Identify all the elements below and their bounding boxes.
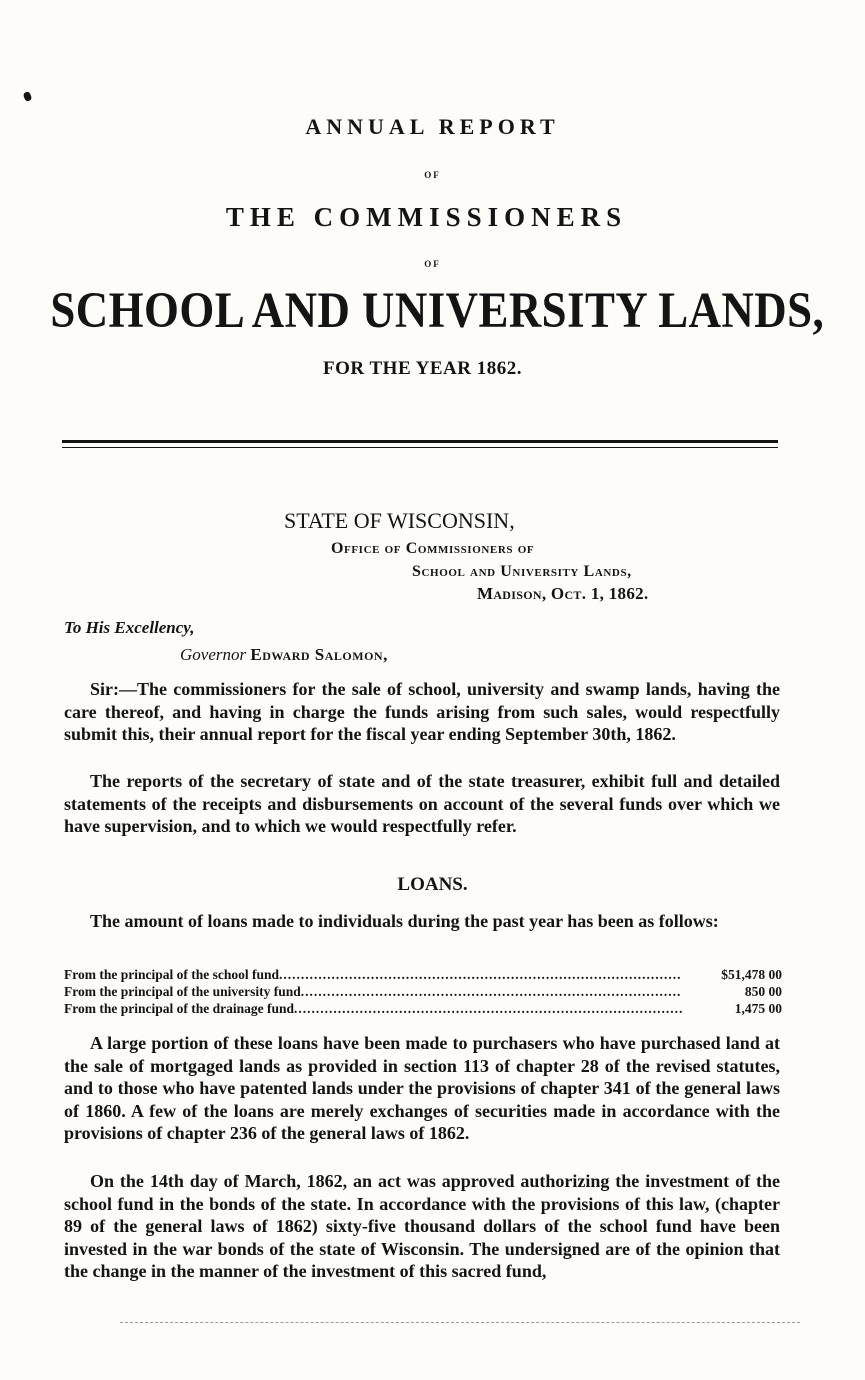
governor-title: Governor (180, 645, 251, 664)
ledger-amount: 850 00 (744, 984, 782, 999)
ledger-label: From the principal of the school fund (64, 967, 280, 982)
ink-mark (23, 91, 33, 102)
ledger-row (64, 966, 782, 983)
paragraph-submission: Sir:—The commissioners for the sale of school, university and swamp lands, having the care thereof, and having in charge the funds arising from such sales, would respectfully submit this, their annual report for the fiscal year ending September 30th, 1862. (64, 679, 780, 744)
paragraph-school-fund-bonds: On the 14th day of March, 1862, an act was approved authorizing the investment of the school fund in the bonds of the state. In accordance with the provisions of this law, (chapter 89 of the general laws of 1862) sixty-five thousand dollars of the school fund have been invested in the war bonds of the state of Wisconsin. The undersigned are of the opinion that the change in the manner of the investment of this sacred fund, (64, 1171, 780, 1281)
paragraph-loan-purchasers: A large portion of these loans have been made to purchasers who have purchased land at the sale of mortgaged lands as provided in section 113 of chapter 28 of the revised statutes, and to those who have patented lands under the provisions of chapter 341 of the general laws of 1860. A few of the loans are merely exchanges of securities made in accordance with the provisions of chapter 236 of the general laws of 1862. (64, 1033, 780, 1143)
ledger-row (64, 983, 782, 1000)
governor-name: Edward Salomon, (250, 645, 388, 664)
ledger-leader-dots (301, 983, 682, 1000)
address-office: Office of Commissioners of (331, 540, 535, 557)
ledger-label: From the principal of the drainage fund (64, 1001, 295, 1016)
ledger-leader-dots (279, 966, 682, 983)
salutation-to: To His Excellency, (64, 618, 195, 637)
address-school-lands: School and University Lands, (412, 563, 632, 580)
title-commissioners: THE COMMISSIONERS (225, 202, 628, 232)
title-of-2: OF (424, 259, 441, 269)
loan-ledger (64, 966, 782, 1017)
title-annual-report: ANNUAL REPORT (305, 114, 560, 139)
paragraph-reports: The reports of the secretary of state and of the state treasurer, exhibit full and detailed statements of the receipts and disbursements on account of the several funds over which we have supervision, and to which we would respectfully refer. (64, 771, 780, 836)
address-place-date: Madison, Oct. 1, 1862. (477, 584, 649, 603)
title-rule-thick (62, 440, 778, 443)
ledger-amount: 1,475 00 (734, 1001, 782, 1016)
ledger-row (64, 1000, 782, 1017)
paragraph-loan-amounts: The amount of loans made to individuals during the past year has been as follows: (90, 911, 719, 931)
page-bottom-rule (120, 1322, 800, 1323)
title-school-lands: SCHOOL AND UNIVERSITY LANDS, (50, 283, 825, 339)
section-heading-loans: LOANS. (397, 874, 468, 895)
title-of-1: OF (424, 170, 441, 180)
title-rule-thin (62, 447, 778, 448)
address-state: STATE OF WISCONSIN, (284, 508, 515, 533)
ledger-amount: $51,478 00 (721, 967, 782, 982)
ledger-label: From the principal of the university fund (64, 984, 301, 999)
salutation-governor (180, 645, 388, 665)
ledger-leader-dots (294, 1000, 682, 1017)
title-year: FOR THE YEAR 1862. (322, 358, 523, 379)
